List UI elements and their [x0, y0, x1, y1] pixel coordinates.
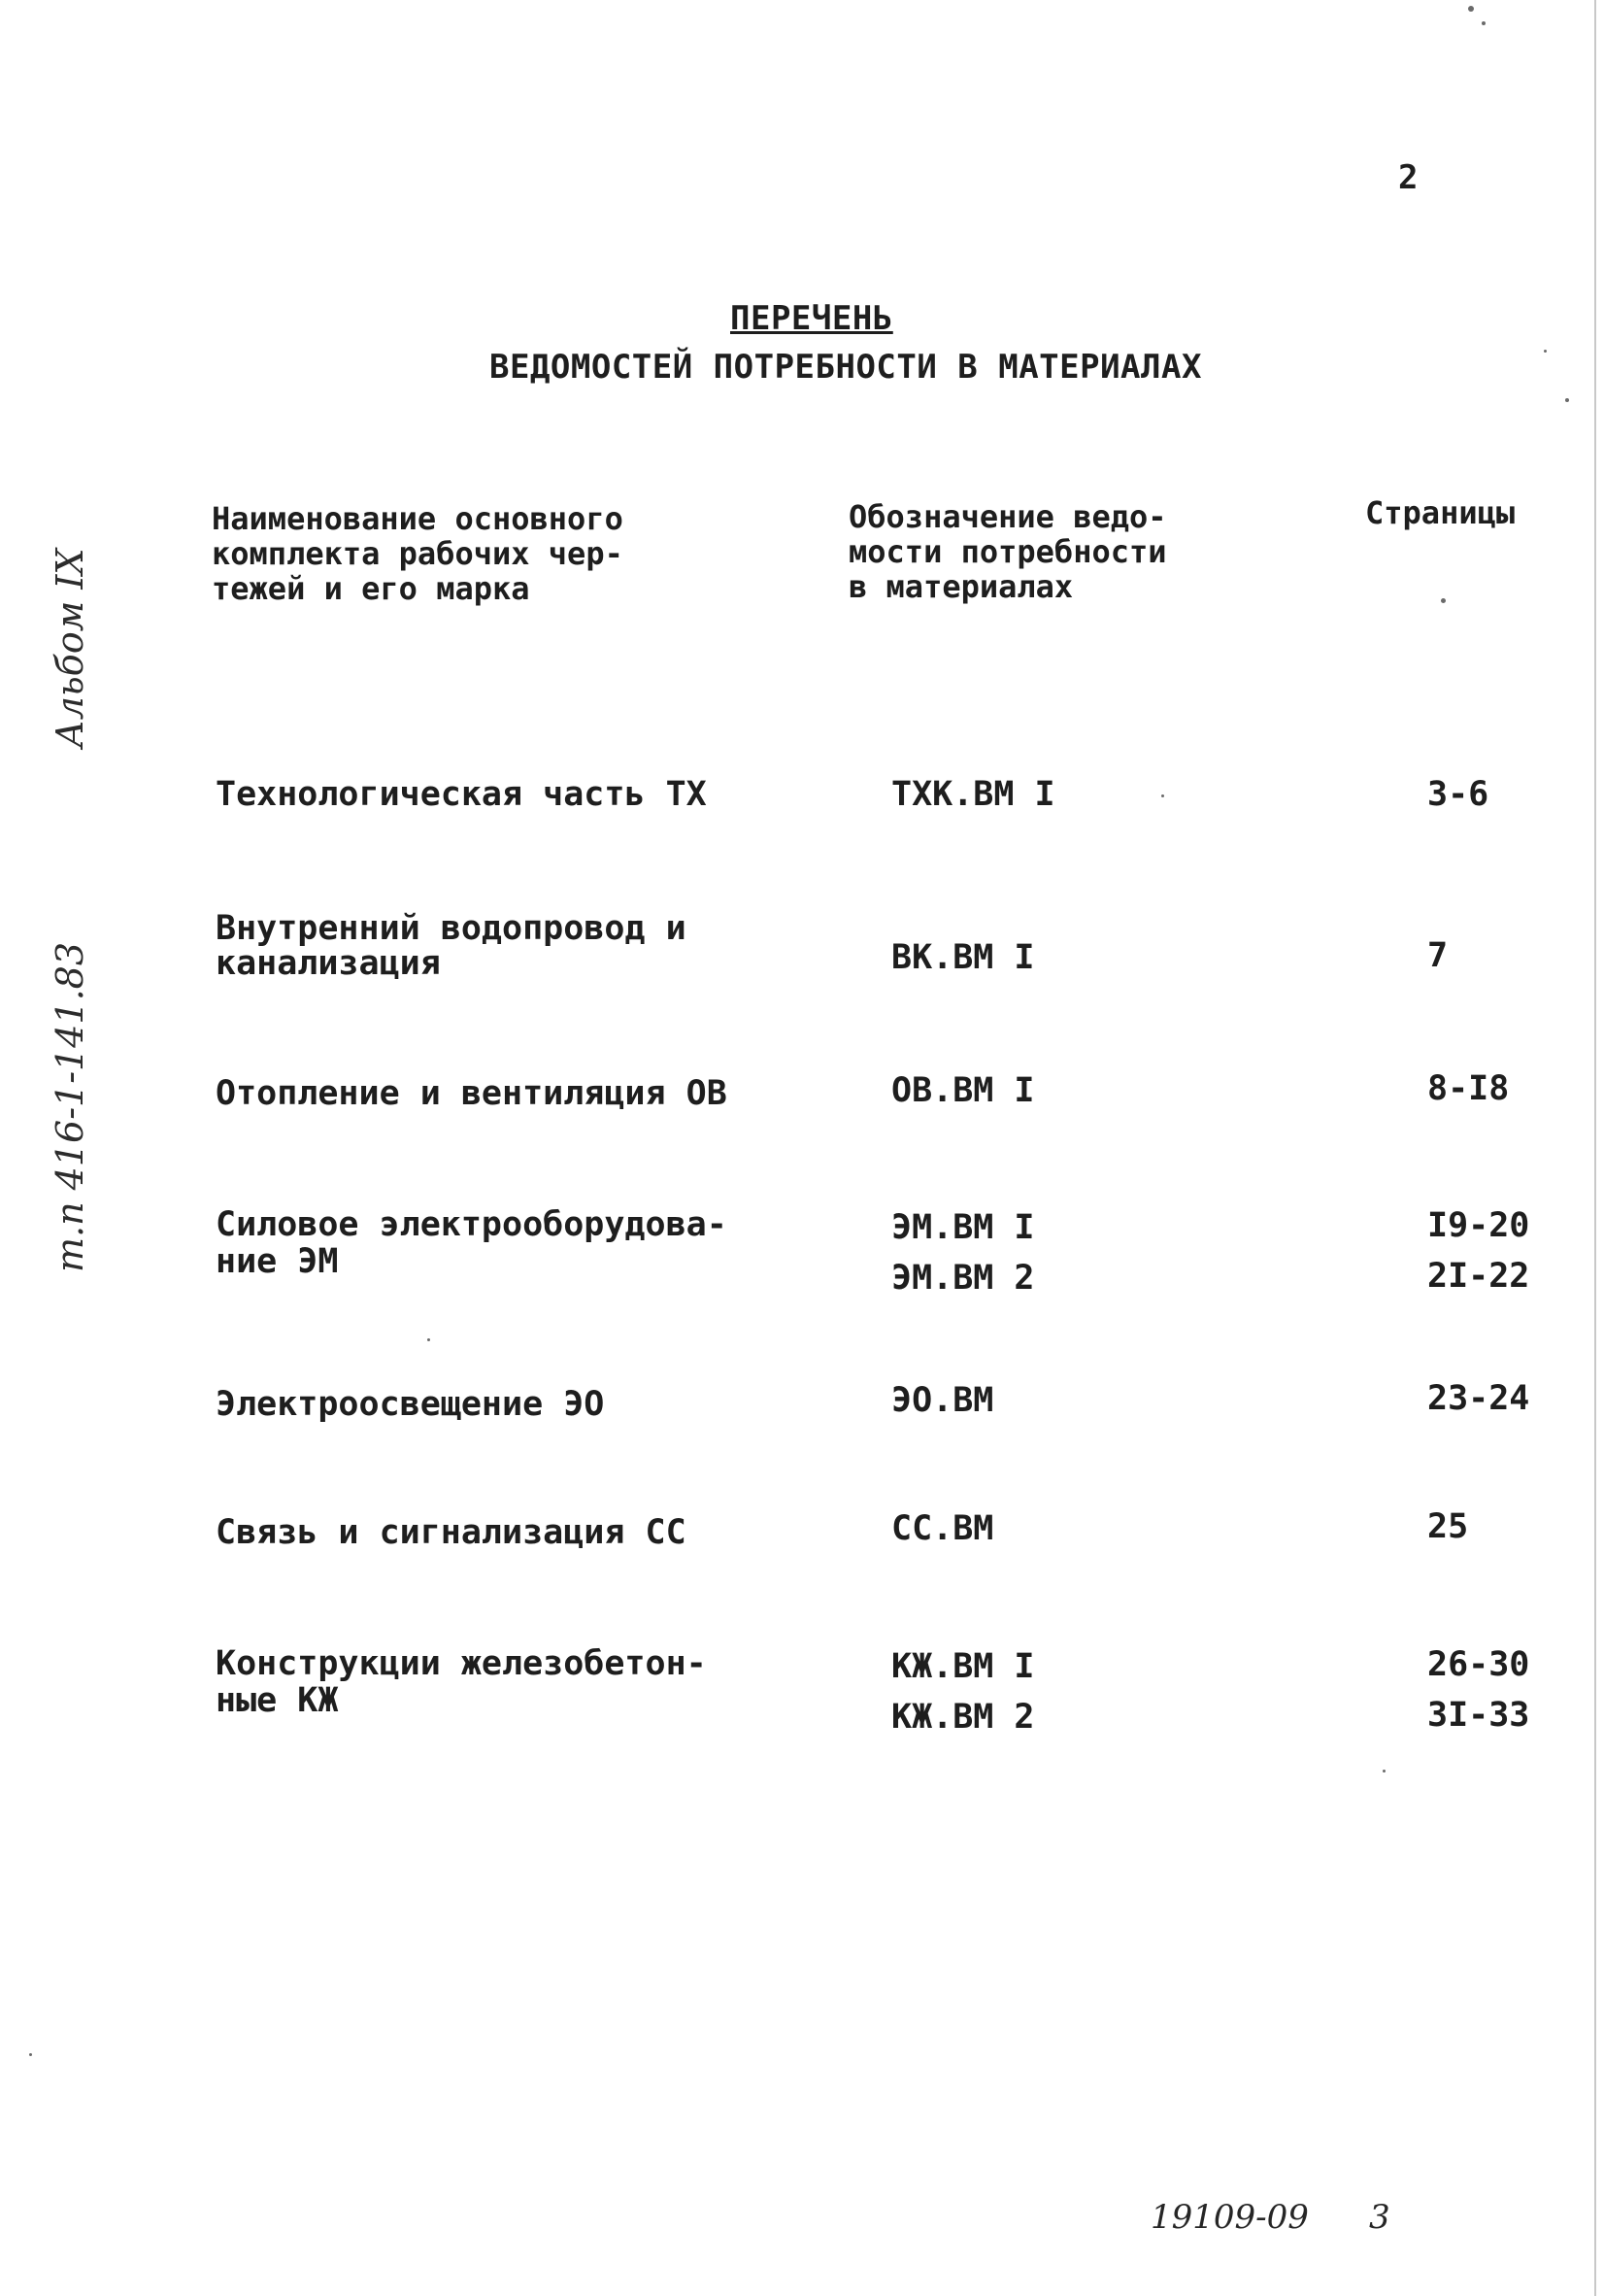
row-name-line: Технологическая часть ТХ: [216, 775, 707, 814]
row-code-line: ТХК.ВМ I: [891, 775, 1055, 814]
row-code: [891, 1383, 993, 1418]
row-name-line: Электроосвещение ЭО: [216, 1385, 605, 1424]
row-name: [216, 1645, 707, 1719]
column-header-pages-line: Страницы: [1365, 494, 1516, 531]
row-name-line: ные КЖ: [216, 1681, 339, 1720]
column-header-code-line: Обозначение ведо-: [849, 498, 1167, 535]
row-name-line: Отопление и вентиляция ОВ: [216, 1074, 727, 1113]
row-code-line: ЭО.ВМ: [891, 1381, 994, 1420]
scan-speck: [1161, 794, 1164, 797]
column-header-code: [849, 499, 1167, 604]
row-name: [216, 1076, 727, 1111]
scan-speck: [1468, 6, 1474, 12]
title-line-1: ПЕРЕЧЕНЬ: [730, 299, 893, 338]
row-code-line: ЭМ.ВМ I: [891, 1208, 1035, 1247]
row-code-line: КЖ.ВМ 2: [891, 1698, 1035, 1737]
margin-album-note: Альбом IX: [49, 548, 91, 748]
scan-speck: [1544, 350, 1547, 353]
row-pages-line: 3I-33: [1427, 1696, 1530, 1735]
page-number: 2: [1398, 158, 1419, 197]
row-name-line: Связь и сигнализация СС: [216, 1513, 686, 1552]
row-pages: [1427, 1071, 1509, 1106]
row-code: [891, 777, 1055, 812]
row-name-line: канализация: [216, 944, 441, 983]
column-header-pages: [1365, 495, 1515, 530]
row-name-line: Конструкции железобетон-: [216, 1644, 707, 1683]
row-code: [891, 1511, 993, 1546]
margin-project-note: т.п 416-1-141.83: [49, 941, 91, 1272]
row-name-line: Внутренний водопровод и: [216, 909, 686, 948]
row-pages-line: I9-20: [1427, 1206, 1530, 1245]
row-code: [891, 1641, 1035, 1742]
row-pages: [1427, 1381, 1529, 1416]
row-code: [891, 1202, 1035, 1303]
row-code-line: ВК.ВМ I: [891, 938, 1035, 977]
row-pages-line: 8-I8: [1427, 1069, 1510, 1108]
row-pages-line: 25: [1427, 1507, 1469, 1546]
column-header-name-line: комплекта рабочих чер-: [212, 535, 623, 572]
column-header-name-line: тежей и его марка: [212, 570, 530, 607]
row-name: [216, 911, 686, 981]
row-pages: [1427, 1509, 1468, 1544]
row-code: [891, 1073, 1035, 1108]
row-pages: [1427, 1639, 1529, 1740]
row-pages-line: 23-24: [1427, 1379, 1530, 1418]
row-name-line: ние ЭМ: [216, 1242, 339, 1281]
scan-speck: [427, 1338, 430, 1341]
column-header-code-line: мости потребности: [849, 533, 1167, 570]
scan-speck: [1565, 398, 1569, 402]
row-pages-line: 3-6: [1427, 775, 1489, 814]
row-pages: [1427, 1200, 1529, 1301]
row-name: [216, 1206, 727, 1280]
row-code-line: ОВ.ВМ I: [891, 1071, 1035, 1110]
row-code-line: КЖ.ВМ I: [891, 1647, 1035, 1686]
scan-speck: [1482, 21, 1486, 25]
row-pages-line: 7: [1427, 936, 1449, 975]
footer-document-code: 19109-09: [1151, 2198, 1309, 2237]
row-pages-line: 2I-22: [1427, 1257, 1530, 1296]
row-pages: [1427, 777, 1488, 812]
footer-sheet-number: 3: [1369, 2198, 1390, 2237]
row-pages-line: 26-30: [1427, 1645, 1530, 1684]
row-pages: [1427, 938, 1448, 973]
scan-edge: [1594, 0, 1596, 2296]
column-header-name: [212, 501, 623, 606]
title-line-2: ВЕДОМОСТЕЙ ПОТРЕБНОСТИ В МАТЕРИАЛАХ: [489, 348, 1202, 387]
scan-speck: [29, 2053, 32, 2056]
row-code: [891, 940, 1035, 975]
row-name: [216, 777, 707, 812]
column-header-code-line: в материалах: [849, 568, 1074, 605]
row-name: [216, 1515, 686, 1550]
row-code-line: ЭМ.ВМ 2: [891, 1259, 1035, 1298]
column-header-name-line: Наименование основного: [212, 500, 623, 537]
row-name-line: Силовое электрооборудова-: [216, 1205, 727, 1244]
scan-speck: [1383, 1770, 1386, 1773]
row-code-line: СС.ВМ: [891, 1509, 994, 1548]
row-name: [216, 1387, 604, 1422]
scan-speck: [1441, 598, 1446, 603]
